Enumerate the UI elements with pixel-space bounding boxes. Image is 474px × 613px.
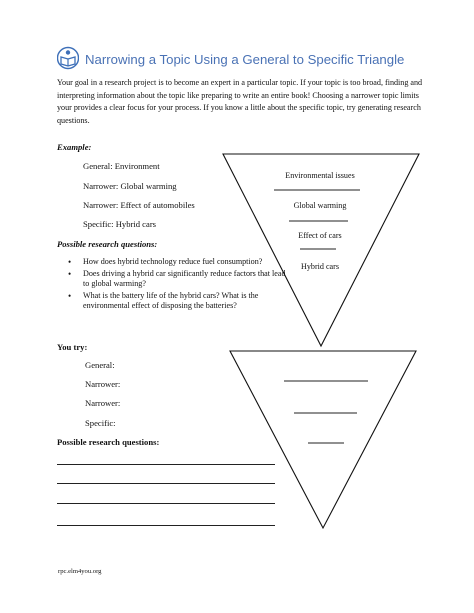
book-reader-icon [57,46,79,70]
you-try-triangle [229,347,419,532]
footer-url: rpc.elm4you.org [58,568,102,575]
list-item: • What is the battery life of the hybrid cars? What is the environmental effect of disposing the batteries? [57,291,287,312]
example-triangle [222,150,422,350]
you-try-questions-heading: Possible research questions: [57,437,160,447]
intro-paragraph: Your goal in a research project is to become an expert in a particular topic. If your topic is too broad, finding and interpreting information about the topic like preparing to write an entire book! Choosing a narrower topic limits your provides a clear focus for your process. If you know a little about the specific topic, try generating research questions. [57,78,423,125]
example-heading: Example: [57,142,92,152]
triangle-label-environmental-issues: Environmental issues [285,171,355,180]
triangle-label-effect-of-cars: Effect of cars [298,231,342,240]
example-general: General: Environment [83,161,160,171]
example-specific: Specific: Hybrid cars [83,219,157,229]
example-questions-heading: Possible research questions: [57,239,158,249]
you-try-narrower-2: Narrower: [85,398,121,408]
page-title: Narrowing a Topic Using a General to Specific Triangle [85,52,405,67]
example-narrower-1: Narrower: Global warming [83,181,177,191]
you-try-heading: You try: [57,342,88,352]
you-try-narrower-1: Narrower: [85,379,121,389]
you-try-specific: Specific: [85,418,116,428]
example-narrower-2: Narrower: Effect of automobiles [83,200,195,210]
list-item: • Does driving a hybrid car significantly reduce factors that lead to global warming? [57,269,287,290]
you-try-general: General: [85,360,115,370]
triangle-label-hybrid-cars: Hybrid cars [301,262,339,271]
list-item: • How does hybrid technology reduce fuel consumption? [57,257,287,268]
triangle-label-global-warming: Global warming [293,201,347,210]
